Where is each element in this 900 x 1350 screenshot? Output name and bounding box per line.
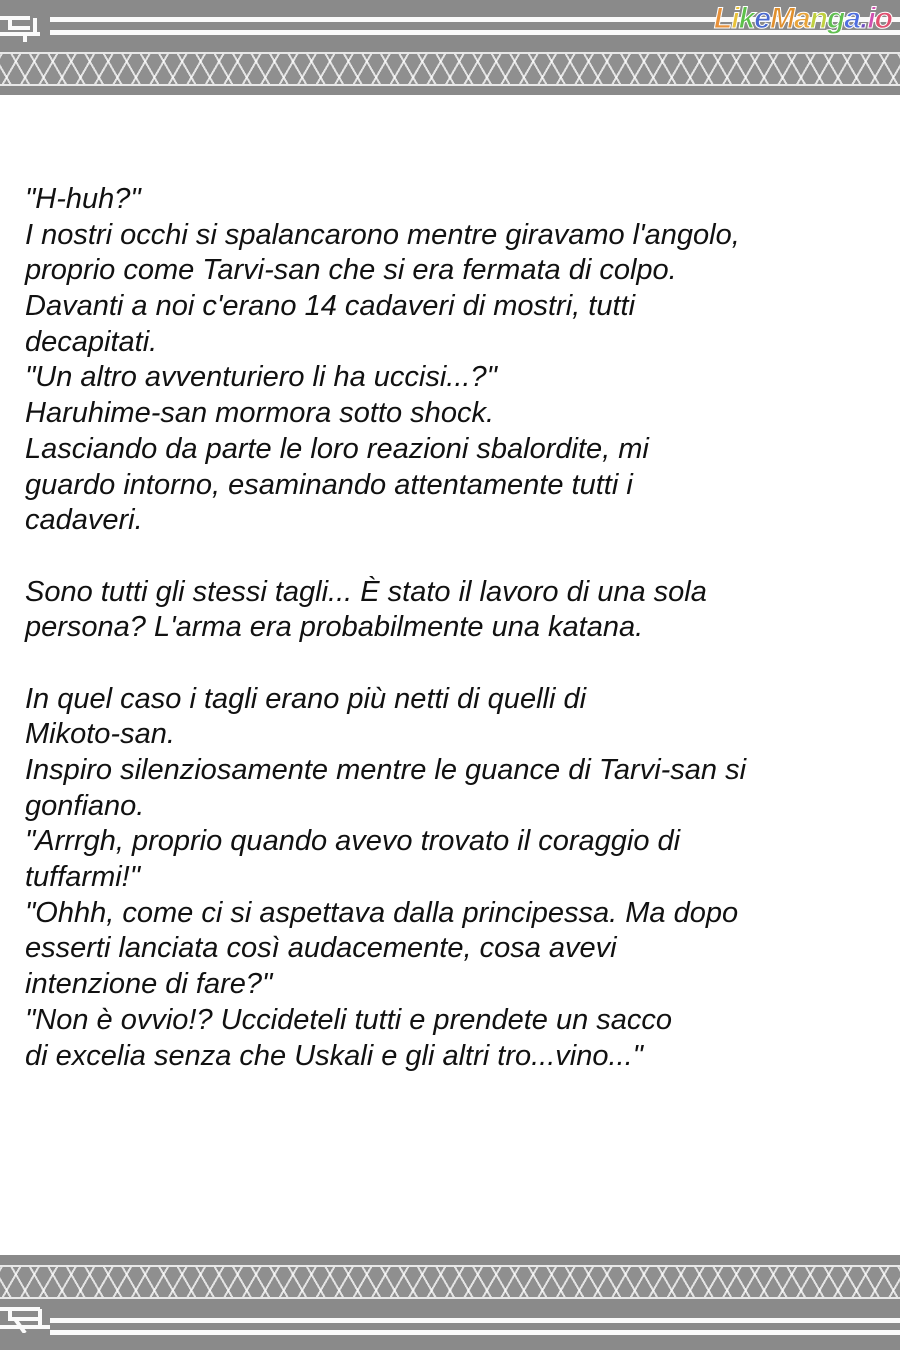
text-line: proprio come Tarvi-san che si era fermata di colpo. <box>25 254 677 287</box>
text-line: "Non è ovvio!? Uccideteli tutti e prendete un sacco <box>25 1003 673 1036</box>
text-line: "Arrrgh, proprio quando avevo trovato il coraggio di <box>25 825 681 858</box>
header-pattern <box>0 52 900 86</box>
footer-pattern <box>0 1265 900 1299</box>
text-line: I nostri occhi si spalancarono mentre giravamo l'angolo, <box>25 218 740 251</box>
text-line: Mikoto-san. <box>25 718 175 751</box>
text-line: cadaveri. <box>25 504 143 537</box>
text-line: Haruhime-san mormora sotto shock. <box>25 397 494 430</box>
text-line: Davanti a noi c'erano 14 cadaveri di mostri, tutti <box>25 290 636 323</box>
blank-line <box>25 646 885 682</box>
text-line: intenzione di fare?" <box>25 968 273 1001</box>
text-line: di excelia senza che Uskali e gli altri tro...vino..." <box>25 1039 643 1072</box>
text-line: "Un altro avventuriero li ha uccisi...?" <box>25 361 497 394</box>
text-line: decapitati. <box>25 325 158 358</box>
text-line: gonfiano. <box>25 789 145 822</box>
text-line: guardo intorno, esaminando attentamente tutti i <box>25 468 633 501</box>
ornament-knot-icon <box>0 1305 50 1333</box>
text-line: "H-huh?" <box>25 183 141 215</box>
footer-border <box>0 1255 900 1350</box>
text-line: esserti lanciata così audacemente, cosa avevi <box>25 932 617 965</box>
text-line: persona? L'arma era probabilmente una katana. <box>25 611 644 644</box>
text-line: In quel caso i tagli erano più netti di quelli di <box>25 682 587 715</box>
text-line: Inspiro silenziosamente mentre le guance di Tarvi-san si <box>25 754 747 786</box>
watermark-logo: LikeManga.io <box>713 2 892 35</box>
text-line: tuffarmi!" <box>25 861 141 894</box>
blank-line <box>25 539 885 575</box>
text-line: Lasciando da parte le loro reazioni sbalordite, mi <box>25 432 649 465</box>
ornament-knot-icon <box>0 14 50 42</box>
body-text <box>25 182 885 1074</box>
footer-stripe <box>50 1330 900 1335</box>
text-line: "Ohhh, come ci si aspettava dalla principessa. Ma dopo <box>25 896 739 929</box>
text-line: Sono tutti gli stessi tagli... È stato il lavoro di una sola <box>25 575 707 608</box>
header-border <box>0 0 900 95</box>
footer-stripe <box>50 1318 900 1323</box>
